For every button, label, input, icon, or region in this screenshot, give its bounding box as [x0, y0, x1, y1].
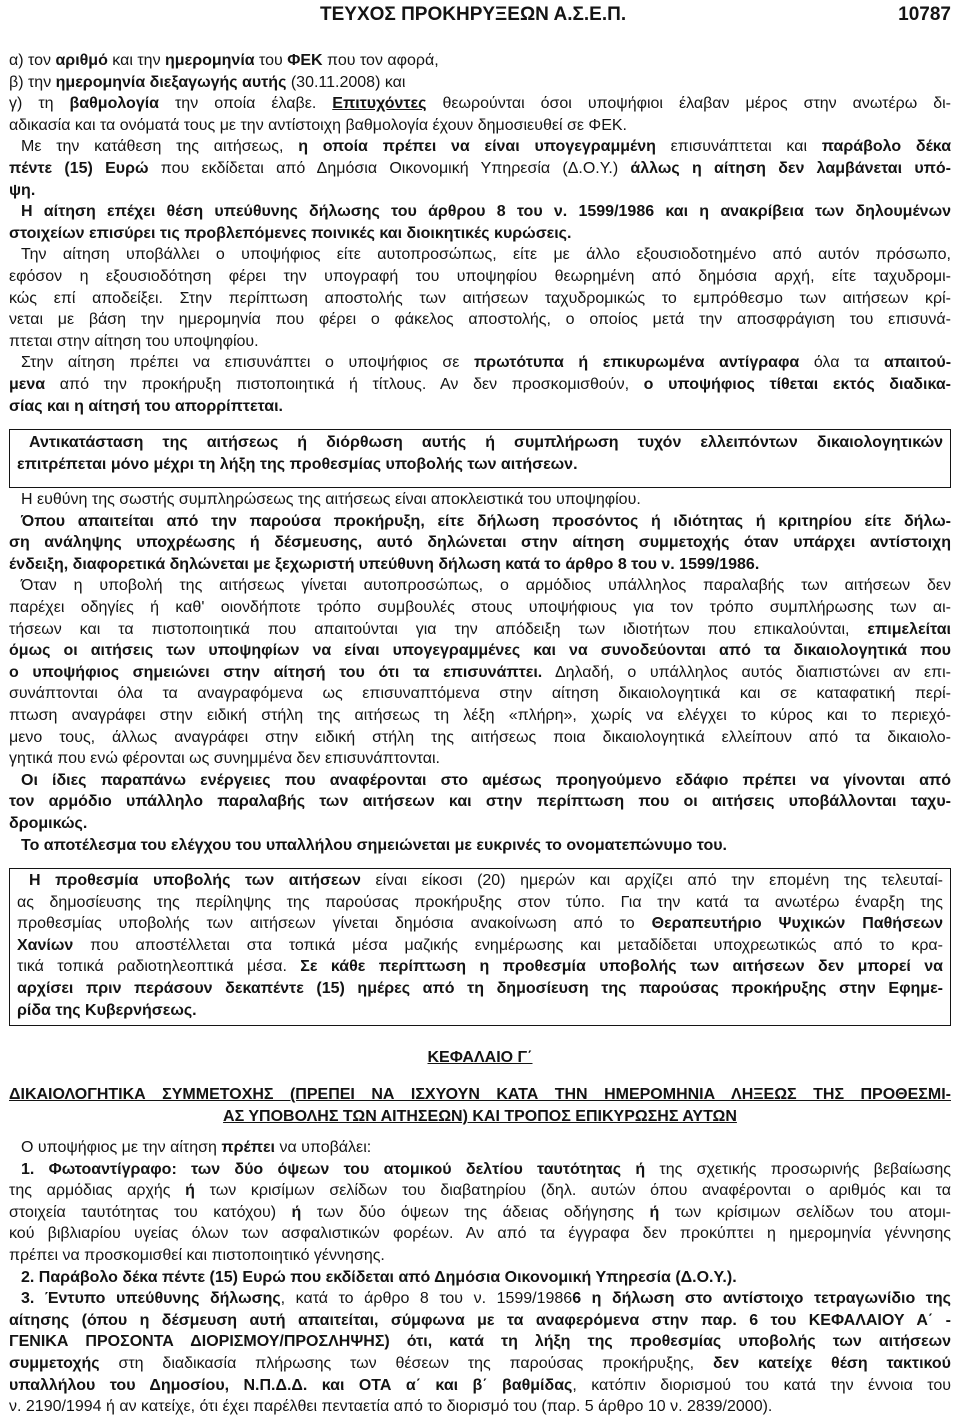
paragraph [9, 511, 951, 576]
text-line [9, 266, 951, 288]
text-run: της σχετικής προσωρινής βεβαίωσης [645, 1160, 952, 1178]
text-run: Η ευθύνη της σωστής συμπληρώσεως της αιτήσεως είναι αποκλειστικά του υποψηφίου. [21, 491, 641, 508]
text-line [9, 180, 951, 202]
text-line [9, 201, 951, 223]
text-run: Δηλαδή, ο υπάλληλος αυτός διαπιστώνει αν επι- [542, 663, 951, 681]
text-line [17, 454, 943, 476]
bold-text: απαιτού- [883, 354, 952, 372]
chapter-heading-line: ΑΣ ΥΠΟΒΟΛΗΣ ΤΩΝ ΑΙΤΗΣΕΩΝ) ΚΑΙ ΤΡΟΠΟΣ ΕΠΙΚΥΡΩΣΗΣ ΑΥΤΩΝ [223, 1107, 737, 1125]
text-run: πρέπει να προσκομισθεί και πιστοποιητικό γέννησης. [9, 1246, 385, 1264]
text-line [9, 489, 951, 511]
bold-text: όμως οι αιτήσεις των υποψηφίων να είναι υπογεγραμμένες και να συνοδεύονται από τα δικαιολογητικά που [9, 642, 951, 660]
bold-text: δρομικώς. [9, 814, 88, 832]
text-line [9, 619, 951, 641]
text-run: που αποστέλλεται στα τοπικά μέσα μαζικής ενημέρωσης και μεταδίδεται υποχρεωτικώς από το κρα- [73, 936, 943, 954]
text-run: γητικά που ενώ φέρονται ως συνημμένα δεν επισυνάπτονται. [9, 750, 440, 768]
bold-text: Όπου απαιτείται από την παρούσα προκήρυξη, είτε δήλωση προσόντος ή ιδιότητας ή κριτηρίου είτε δήλω- [21, 512, 951, 530]
notice-box-corrections [9, 429, 951, 488]
text-run: β) την [9, 73, 56, 91]
text-line [9, 1267, 951, 1289]
paragraph [9, 835, 951, 857]
text-run: , κατά το άρθρο 8 του ν. 1599/1986 [280, 1290, 573, 1308]
text-line [9, 770, 951, 792]
text-line [9, 115, 951, 137]
text-line [9, 374, 951, 396]
text-run: επισυνάπτεται και [655, 138, 822, 156]
text-run: να υποβάλει: [275, 1139, 372, 1156]
text-line [9, 1223, 951, 1245]
text-line [9, 1202, 951, 1224]
text-line [9, 352, 951, 374]
list-item [9, 72, 951, 94]
text-run: τικά τοπικά ραδιοτηλεοπτικά μέσα. [17, 958, 301, 976]
text-line [9, 244, 951, 266]
bold-text: 2. Παράβολο δέκα πέντε (15) Ευρώ που εκδίδεται από Δημόσια Οικονομική Υπηρεσία (Δ.Ο.Υ.). [21, 1268, 737, 1286]
text-run: γ) τη [9, 95, 70, 113]
paragraph [9, 1288, 951, 1418]
bold-text: Σε κάθε περίπτωση η προθεσμία υποβολής των αιτήσεων δεν μπορεί να [300, 958, 943, 976]
text-line [9, 1396, 951, 1418]
text-line [9, 575, 951, 597]
chapter-title: ΚΕΦΑΛΑΙΟ Γ΄ [427, 1049, 533, 1066]
bold-text: άλλως η αίτηση δεν λαμβάνεται υπό- [630, 159, 951, 177]
text-line [17, 870, 943, 892]
text-line [17, 913, 943, 935]
paragraph [9, 244, 951, 352]
paragraph [9, 489, 951, 511]
paragraph [9, 770, 951, 835]
text-run: του [254, 52, 288, 69]
text-run: παρέχει οδηγίες ή καθ' οιονδήποτε τρόπο συμβουλές στους υποψήφιους για τον τρόπο συμπλήρωσης των αι- [9, 598, 951, 616]
text-line [9, 1159, 951, 1181]
text-run: α) τον [9, 52, 56, 69]
text-run: την οποία έλαβε. [159, 95, 333, 113]
bold-text: τον αρμόδιο υπάλληλο παραλαβής των αιτήσεων και στην περίπτωση που οι αιτήσεις υποβάλλονται ταχυ- [9, 793, 951, 811]
paragraph [9, 136, 951, 201]
text-run: Στην αίτηση πρέπει να επισυνάπτει ο υποψήφιος σε [21, 354, 474, 372]
text-run: τήσεων και τα πιστοποιητικά που απαιτούνται για την απόδειξη των ιδιοτήτων που επικαλούνται, [9, 620, 868, 638]
text-line [17, 935, 943, 957]
text-run: Ο υποψήφιος με την αίτηση [21, 1139, 222, 1156]
bold-text: σίας και η αίτησή του απορρίπτεται. [9, 397, 283, 415]
text-run: πτωση αναγράφει στην ειδική στήλη της αιτήσεως τη λέξη «πλήρη», χωρίς να ελέγχει το κύρος και το περιεχό- [9, 706, 951, 724]
bold-text: στοιχείων επισύρει τις προβλεπόμενες ποινικές και διοικητικές κυρώσεις. [9, 224, 572, 242]
paragraph [9, 1267, 951, 1289]
bold-text: μενα [9, 375, 46, 393]
bold-text: επιτρέπεται μόνο μέχρι τη λήξη της προθεσμίας υποβολής των αιτήσεων. [17, 455, 578, 473]
section-submission-rules [9, 489, 951, 856]
text-run: όλα τα [799, 354, 884, 372]
text-run: στοιχεία ταυτότητας του κατόχου) [9, 1203, 292, 1221]
bold-text: υπαλλήλου του Δημοσίου, Ν.Π.Δ.Δ. και ΟΤΑ α΄ και β΄ βαθμίδας [9, 1376, 573, 1394]
bold-text: ο υποψήφιος τίθεται εκτός διαδικα- [643, 375, 951, 393]
text-line [17, 956, 943, 978]
text-run: συνάπτονται όλα τα αναγραφόμενα ως επισυναπτόμενα στην αίτηση δικαιολογητικά και σε καταφατική περί- [9, 685, 951, 703]
text-run: μενο τους, άλλως αναγράφει στην ειδική στήλη της αιτήσεως ποια δικαιολογητικά ελλείπουν από τα δικαιολο- [9, 728, 951, 746]
text-run: εφόσον η εξουσιοδότηση φέρει την υπογραφή του υποψηφίου θεωρημένη από δημόσια αρχή, είτε ταχυδρομι- [9, 267, 951, 285]
bold-text: ημερομηνία διεξαγωγής αυτής [55, 73, 287, 91]
text-run: της αρμόδιας αρχής [9, 1182, 186, 1200]
bold-text: ρίδα της Κυβερνήσεως. [17, 1001, 197, 1019]
bold-text: αίτησης (όπου η δέσμευση αυτή απαιτείται, σύμφωνα με τα αναφερόμενα στην παρ. 6 του ΚΕΦΑΛΑΙΟΥ Α΄ - [9, 1311, 951, 1329]
text-line [9, 683, 951, 705]
text-run: προθεσμίας υποβολής των αιτήσεων γίνεται δημόσια ανακοίνωση από το [17, 915, 652, 933]
text-run: των κρίσιμων σελίδων του ατομι- [659, 1203, 951, 1221]
bold-text: πέντε (15) Ευρώ [9, 159, 149, 177]
text-line [9, 662, 951, 684]
text-line [9, 72, 951, 94]
bold-text: Η προθεσμία υποβολής των αιτήσεων [29, 872, 361, 889]
text-run: αδικασία και τα ονόματά τους με την αντίστοιχη βαθμολογία έχουν δημοσιευθεί σε ΦΕΚ. [9, 116, 627, 134]
bold-text: ή [291, 1203, 302, 1221]
text-line [17, 1000, 943, 1022]
text-line [9, 1245, 951, 1267]
chapter-heading [9, 1084, 951, 1127]
text-line [9, 597, 951, 619]
text-line [9, 705, 951, 727]
text-run: και την [107, 52, 166, 69]
bold-text: Αντικατάσταση της αιτήσεως ή διόρθωση αυτής ή συμπλήρωση τυχόν ελλειπόντων δικαιολογητικών [29, 434, 943, 451]
paragraph [9, 201, 951, 244]
bold-text: επιμελείται [867, 620, 951, 638]
deadline-box [9, 868, 951, 1026]
text-line [9, 532, 951, 554]
bold-text: ένδειξη, διαφορετικά δηλώνεται με ξεχωριστή υπεύθυνη δήλωση κατά το άρθρο 8 του ν. 1599/1986. [9, 555, 760, 573]
text-line [9, 288, 951, 310]
bold-text: παράβολο δέκα [821, 138, 952, 156]
bold-text: Χανίων [17, 936, 74, 954]
text-line [9, 50, 951, 72]
bold-text: 6 η δήλωση στο αντίστοιχο τετραγωνίδιο της [572, 1290, 951, 1308]
text-run: των κρισίμων σελίδων του διαβατηρίου (δηλ. αυτών όπου αναφέρονται ο αριθμός και τα [194, 1182, 952, 1200]
text-run: Με την κατάθεση της αιτήσεως, [21, 138, 299, 156]
bold-text: ΦΕΚ [287, 52, 323, 69]
text-line [9, 835, 951, 857]
text-line [9, 791, 951, 813]
bold-text: 1. Φωτοαντίγραφο: των δύο όψεων του ατομικού δελτίου ταυτότητας ή [21, 1160, 646, 1178]
gazette-issue-title: ΤΕΥΧΟΣ ΠΡΟΚΗΡΥΞΕΩΝ Α.Σ.Ε.Π. [320, 4, 627, 25]
bold-text: Το αποτέλεσμα του ελέγχου του υπαλλήλου σημειώνεται με ευκρινές το ονοματεπώνυμο του. [21, 836, 727, 854]
paragraph [9, 352, 951, 417]
text-line [17, 978, 943, 1000]
bold-text: η οποία πρέπει να είναι υπογεγραμμένη [298, 138, 656, 156]
bold-text: Οι ίδιες παραπάνω ενέργειες που αναφέρονται στο αμέσως προηγούμενο εδάφιο πρέπει να γίνονται από [21, 771, 951, 789]
bold-text: Η αίτηση επέχει θέση υπεύθυνης δήλωσης του άρθρου 8 του ν. 1599/1986 και η ανακρίβεια των δηλουμένων [21, 203, 951, 221]
text-line [9, 813, 951, 835]
text-line [9, 158, 951, 180]
text-line [9, 223, 951, 245]
text-line [9, 396, 951, 418]
bold-text: δεν κατείχε θέση τακτικού [712, 1354, 951, 1372]
text-run: στη διαδικασία πλήρωσης των θέσεων της παρούσας προκήρυξης, [99, 1354, 713, 1372]
text-run: που τον αφορά, [322, 52, 439, 69]
text-line [9, 1353, 951, 1375]
section-required-documents [9, 1137, 951, 1418]
text-line [9, 331, 951, 353]
bold-text: ο υποψήφιος σημειώνει στην αίτησή του ότι τα επισυνάπτει. [9, 663, 543, 681]
text-line [9, 1180, 951, 1202]
text-run: των δύο όψεων της άδειας οδήγησης [301, 1203, 650, 1221]
text-line [9, 136, 951, 158]
text-run: πτεται στην αίτηση του υποψηφίου. [9, 332, 259, 350]
text-run: είναι είκοσι (20) ημερών και αρχίζει από την επομένη της τελευταί- [360, 872, 943, 889]
bold-text: βαθμολογία [69, 95, 159, 113]
text-line [17, 892, 943, 914]
list-item [9, 50, 951, 72]
bold-text: ή [649, 1203, 660, 1221]
bold-text: αρχίσει πριν περάσουν δεκαπέντε (15) ημέρες από τη δημοσίευση της παρούσας προκήρυξης στην Εφημε- [17, 979, 943, 997]
paragraph [9, 575, 951, 769]
text-run: θεωρούνται όσοι υποψήφιοι έλαβαν μέρος στην ανωτέρω δι- [426, 95, 952, 113]
text-run: , κατόπιν διορισμού του κατά την έννοια του [572, 1376, 951, 1394]
bold-text: Θεραπευτήριο Ψυχικών Παθήσεων [651, 915, 943, 933]
text-run: Την αίτηση υποβάλλει ο υποψήφιος είτε αυτοπροσώπως, είτε με άλλο εξουσιοδοτημένο από αυτόν πρόσωπο, [21, 246, 951, 264]
bold-text: πρωτότυπα ή επικυρωμένα αντίγραφα [474, 354, 800, 372]
text-run: νεται με βάση την ημερομηνία που φέρει ο φάκελος αποστολής, ο οποίος μετά την αποσφράγιση του επισυνά- [9, 311, 951, 329]
text-run: που εκδίδεται από Δημόσια Οικονομική Υπηρεσία (Δ.Ο.Υ.) [148, 159, 631, 177]
bold-text: ή [185, 1182, 195, 1200]
text-line [9, 309, 951, 331]
paragraph [9, 1137, 951, 1159]
text-run: κού βιβλιαρίου υγείας όλων των ασφαλιστικών φορέων. Αν από τα έγγραφα δεν προκύπτει η ημερομηνία γέννησης [9, 1225, 951, 1243]
chapter-title-block [9, 1047, 951, 1069]
chapter-heading-line: ΔΙΚΑΙΟΛΟΓΗΤΙΚΑ ΣΥΜΜΕΤΟΧΗΣ (ΠΡΕΠΕΙ ΝΑ ΙΣΧΥΟΥΝ ΚΑΤΑ ΤΗΝ ΗΜΕΡΟΜΗΝΙΑ ΛΗΞΕΩΣ ΤΗΣ ΠΡΟΘΕΣΜΙ- [9, 1086, 951, 1103]
paragraph [9, 1159, 951, 1267]
text-line [9, 554, 951, 576]
bold-text: συμμετοχής [9, 1354, 100, 1372]
bold-text: ΓΕΝΙΚΑ ΠΡΟΣΟΝΤΑ ΔΙΟΡΙΣΜΟΥ/ΠΡΟΣΛΗΨΗΣ) ότι, κατά τη λήξη της προθεσμίας υποβολής των αιτήσεων [9, 1333, 951, 1351]
bold-text: 3. Έντυπο υπεύθυνης δήλωσης [21, 1290, 281, 1308]
bold-text: Επιτυχόντες [332, 95, 427, 113]
text-line [9, 748, 951, 770]
page-number: 10787 [898, 4, 951, 25]
paragraph [17, 870, 943, 1021]
paragraph [17, 432, 943, 475]
bold-text: ση ανάληψης υποχρέωσης ή δέσμευσης, αυτό δηλώνεται στην αίτηση συμμετοχής όταν υπάρχει αντίστοιχη [9, 534, 951, 552]
text-line [9, 727, 951, 749]
text-line [9, 1331, 951, 1353]
text-line [9, 1288, 951, 1310]
text-run: από την προκήρυξη πιστοποιητικά ή τίτλους. Αν δεν προσκομισθούν, [45, 375, 644, 393]
section-results-and-application [9, 50, 951, 417]
bold-text: ημερομηνία [165, 52, 255, 69]
bold-text: ψη. [9, 181, 36, 199]
text-run: ας δημοσίευσης της περίληψης της παρούσας προκήρυξης στον τύπο. Για την κατά τα ανωτέρω έναρξη της [17, 893, 943, 911]
text-line [17, 432, 943, 454]
text-line [9, 1375, 951, 1397]
text-line [9, 1137, 951, 1159]
text-run: κώς επί αποδείξει. Στην περίπτωση αποστολής των αιτήσεων ταχυδρομικώς το εμπρόθεσμο των αιτήσεων κρί- [9, 289, 951, 307]
bold-text: πρέπει [221, 1139, 275, 1156]
text-line [9, 93, 951, 115]
text-run: ν. 2190/1994 ή αν κατείχε, ότι έχει παρέλθει πενταετία από το διορισμό του (παρ. 5 άρθρο 10 ν. 2839/2000). [9, 1398, 773, 1416]
bold-text: αριθμό [55, 52, 108, 69]
text-run: (30.11.2008) και [286, 73, 406, 91]
text-line [9, 511, 951, 533]
text-line [9, 1310, 951, 1332]
text-run: Όταν η υποβολή της αιτήσεως γίνεται αυτοπροσώπως, ο αρμόδιος υπάλληλος παραλαβής των αιτήσεων δεν [21, 577, 951, 595]
text-line [9, 640, 951, 662]
list-item [9, 93, 951, 136]
